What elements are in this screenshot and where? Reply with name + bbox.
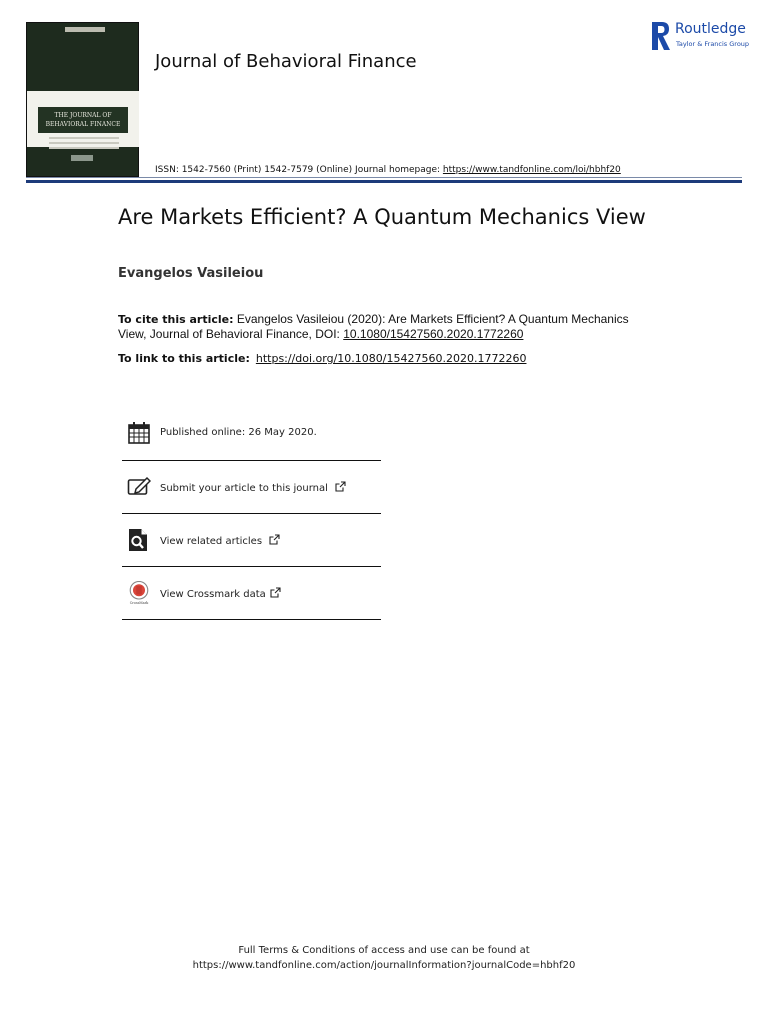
footer-terms-link[interactable]: https://www.tandfonline.com/action/journalInformation?journalCode=hbhf20: [192, 960, 576, 971]
article-link-line: [118, 352, 526, 365]
search-document-icon: [127, 528, 151, 552]
submit-article-link[interactable]: [160, 481, 346, 494]
cover-publisher-mark: [71, 155, 93, 161]
crossmark-label: View Crossmark data: [160, 588, 266, 600]
routledge-r-icon: [652, 22, 670, 50]
published-online-label: Published online: 26 May 2020.: [160, 427, 317, 438]
cite-label: To cite this article:: [118, 313, 234, 326]
external-link-icon: [335, 481, 346, 492]
external-link-icon: [269, 534, 280, 545]
related-articles-row[interactable]: [122, 514, 381, 567]
external-link-icon: [270, 587, 281, 598]
footer-line1: Full Terms & Conditions of access and use can be found at: [238, 945, 530, 956]
crossmark-row[interactable]: [122, 567, 381, 620]
cover-title-line2: BEHAVIORAL FINANCE: [45, 121, 121, 128]
issn-line: [155, 165, 621, 175]
crossmark-link[interactable]: [160, 587, 281, 600]
publisher-tagline: Taylor & Francis Group: [676, 40, 750, 48]
article-actions-list: [122, 405, 381, 620]
cite-text: Evangelos Vasileiou (2020): Are Markets Efficient? A Quantum Mechanics View, Journal of Behavioral Finance, DOI:: [118, 312, 629, 341]
submit-article-row[interactable]: [122, 461, 381, 514]
journal-cover-image: [26, 22, 139, 177]
journal-name: Journal of Behavioral Finance: [155, 51, 417, 72]
publisher-logo[interactable]: [652, 20, 752, 52]
cite-doi-link[interactable]: 10.1080/15427560.2020.1772260: [343, 327, 524, 341]
issn-text: ISSN: 1542-7560 (Print) 1542-7579 (Online) Journal homepage:: [155, 165, 443, 175]
related-articles-label: View related articles: [160, 535, 263, 547]
header-divider: [26, 180, 742, 183]
journal-homepage-link[interactable]: https://www.tandfonline.com/loi/hbhf20: [442, 165, 621, 175]
cover-title: [38, 107, 128, 133]
footer-terms: [0, 943, 768, 973]
edit-icon: [127, 475, 151, 499]
header-divider-thin: [26, 177, 742, 178]
cover-title-line1: THE JOURNAL OF: [54, 112, 112, 119]
article-title: Are Markets Efficient? A Quantum Mechanics View: [118, 205, 646, 229]
related-articles-link[interactable]: [160, 534, 280, 547]
publisher-name: Routledge: [675, 21, 746, 37]
published-online-row: [122, 405, 381, 461]
crossmark-icon: [127, 581, 151, 605]
submit-article-label: Submit your article to this journal: [160, 482, 328, 494]
cover-subtitle-lines: [49, 137, 119, 152]
citation-block: [118, 312, 658, 342]
calendar-icon: [127, 421, 151, 445]
article-doi-link[interactable]: https://doi.org/10.1080/15427560.2020.1772260: [255, 352, 527, 365]
crossmark-caption: CrossMark: [129, 601, 149, 605]
cover-top-label: [65, 27, 105, 32]
link-label: To link to this article:: [118, 352, 250, 365]
article-author[interactable]: Evangelos Vasileiou: [118, 266, 264, 281]
